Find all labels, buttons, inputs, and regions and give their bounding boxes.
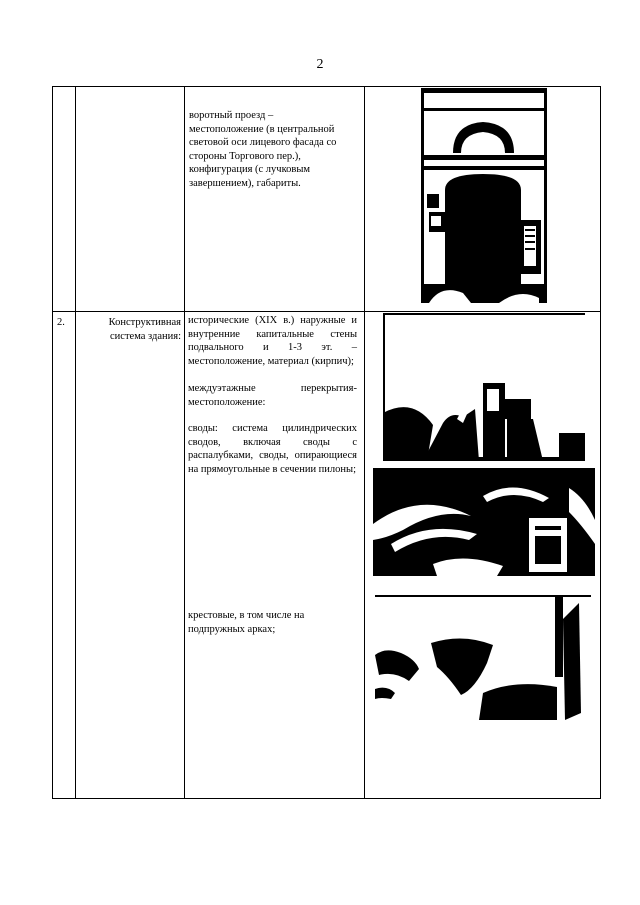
protected-elements-table	[52, 86, 601, 799]
row2-name: Конструктивная система здания:	[108, 317, 181, 342]
row1-desc-line1: воротный проезд –	[189, 110, 274, 121]
row2-desc-walls: исторические (XIX в.) наружные и внутренние капитальные стены подвального и 1-3 эт. – местоположение, материал (кирпич);	[188, 315, 357, 367]
row1-desc-line2: местоположение (в центральной световой оси лицевого фасада со стороны Торгового пер.), конфигурация (с лучковым завершением), габариты.	[189, 123, 337, 189]
row2-desc-cross-vaults: крестовые, в том числе на подпружных арках;	[188, 610, 305, 635]
page-number: 2	[316, 57, 324, 72]
column-divider	[184, 87, 185, 798]
row2-number: 2.	[57, 317, 65, 328]
row-divider	[53, 311, 600, 312]
photo-gate-passage	[421, 88, 547, 303]
column-divider	[75, 87, 76, 798]
row1-description	[189, 109, 359, 190]
photo-cross-vaults	[375, 595, 591, 720]
photo-cylindrical-vaults	[373, 468, 595, 576]
row2-desc-vaults: своды: система цилиндрических сводов, включая своды с распалубками, своды, опирающиеся на прямоугольные в сечении пилоны;	[188, 423, 357, 475]
column-divider	[364, 87, 365, 798]
photo-basement-walls	[383, 313, 585, 461]
row2-desc-floors: междуэтажные перекрытия- местоположение:	[188, 383, 357, 408]
